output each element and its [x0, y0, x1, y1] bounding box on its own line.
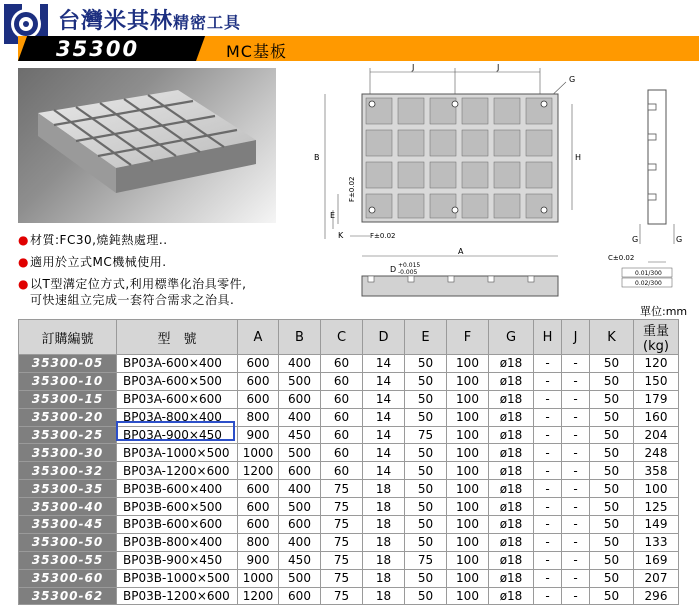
order-number-cell: 35300-05 — [19, 355, 117, 373]
table-cell: 600 — [238, 390, 279, 408]
table-cell: 149 — [634, 516, 679, 534]
table-cell: - — [534, 426, 562, 444]
table-cell: 50 — [590, 498, 634, 516]
table-row — [19, 498, 679, 516]
table-cell: 600 — [279, 462, 321, 480]
table-cell: - — [562, 480, 590, 498]
table-cell: - — [562, 355, 590, 373]
title-bar — [18, 36, 699, 61]
table-cell: 100 — [447, 390, 489, 408]
table-cell: 14 — [363, 355, 405, 373]
model-cell: BP03A-900×450 — [117, 426, 238, 444]
table-cell: ø18 — [489, 372, 534, 390]
table-cell: 150 — [634, 372, 679, 390]
table-cell: 100 — [447, 587, 489, 605]
order-number-cell: 35300-25 — [19, 426, 117, 444]
table-cell: - — [534, 355, 562, 373]
table-cell: 800 — [238, 408, 279, 426]
table-cell: 50 — [590, 587, 634, 605]
table-cell: 600 — [279, 516, 321, 534]
table-cell: ø18 — [489, 516, 534, 534]
table-cell: 100 — [447, 462, 489, 480]
table-header-row — [19, 320, 679, 355]
table-cell: 18 — [363, 587, 405, 605]
dim-e: E — [330, 211, 336, 220]
model-cell: BP03B-800×400 — [117, 533, 238, 551]
table-cell: 18 — [363, 498, 405, 516]
dim-c-tol: C±0.02 — [608, 254, 635, 262]
table-cell: 500 — [279, 372, 321, 390]
table-row — [19, 516, 679, 534]
table-cell: 450 — [279, 426, 321, 444]
technical-drawing — [290, 64, 695, 309]
dim-g-left: G — [632, 235, 639, 244]
table-cell: 14 — [363, 372, 405, 390]
table-cell: 100 — [447, 480, 489, 498]
table-cell: 900 — [238, 426, 279, 444]
order-number-cell: 35300-15 — [19, 390, 117, 408]
table-cell: - — [534, 390, 562, 408]
table-cell: - — [562, 444, 590, 462]
table-cell: ø18 — [489, 587, 534, 605]
table-cell: - — [534, 408, 562, 426]
table-cell: 75 — [405, 551, 447, 569]
table-cell: 100 — [447, 444, 489, 462]
table-cell: - — [534, 551, 562, 569]
table-cell: - — [562, 587, 590, 605]
table-row — [19, 462, 679, 480]
table-cell: - — [534, 569, 562, 587]
table-cell: 100 — [447, 408, 489, 426]
model-cell: BP03A-600×500 — [117, 372, 238, 390]
table-cell: 1000 — [238, 444, 279, 462]
table-header-cell: G — [489, 320, 534, 355]
brand-name: 台灣米其林精密工具 — [58, 9, 242, 34]
order-number-cell: 35300-30 — [19, 444, 117, 462]
table-cell: 18 — [363, 569, 405, 587]
table-cell: ø18 — [489, 480, 534, 498]
table-cell: 50 — [405, 462, 447, 480]
table-cell: 75 — [321, 533, 363, 551]
table-cell: 50 — [590, 480, 634, 498]
table-header-cell: A — [238, 320, 279, 355]
order-number-cell: 35300-32 — [19, 462, 117, 480]
table-cell: 179 — [634, 390, 679, 408]
table-cell: 50 — [405, 480, 447, 498]
table-cell: 248 — [634, 444, 679, 462]
table-cell: 75 — [321, 498, 363, 516]
dim-a: A — [458, 247, 464, 256]
model-cell: BP03A-600×400 — [117, 355, 238, 373]
model-cell: BP03B-600×400 — [117, 480, 238, 498]
table-cell: 296 — [634, 587, 679, 605]
table-cell: - — [534, 444, 562, 462]
table-cell: 18 — [363, 551, 405, 569]
tol-parallel: 0.02/300 — [635, 280, 662, 287]
spec-table — [18, 319, 679, 605]
table-cell: 18 — [363, 516, 405, 534]
dim-j1: J — [412, 64, 415, 72]
table-cell: 50 — [405, 372, 447, 390]
model-cell: BP03B-900×450 — [117, 551, 238, 569]
table-header-cell: 訂購編號 — [19, 320, 117, 355]
dim-g-top: G — [569, 75, 576, 84]
table-cell: - — [562, 533, 590, 551]
table-cell: 100 — [447, 372, 489, 390]
table-cell: 50 — [590, 355, 634, 373]
table-cell: 50 — [590, 390, 634, 408]
table-row — [19, 569, 679, 587]
table-cell: 50 — [405, 390, 447, 408]
model-cell: BP03B-1000×500 — [117, 569, 238, 587]
tol-flatness: 0.01/300 — [635, 270, 662, 277]
product-name: MC基板 — [226, 42, 287, 61]
table-cell: 400 — [279, 408, 321, 426]
table-cell: 400 — [279, 355, 321, 373]
table-cell: 450 — [279, 551, 321, 569]
table-cell: 500 — [279, 569, 321, 587]
table-cell: 50 — [405, 444, 447, 462]
table-cell: - — [534, 480, 562, 498]
table-header-cell: 型 號 — [117, 320, 238, 355]
table-cell: - — [562, 390, 590, 408]
table-cell: 125 — [634, 498, 679, 516]
table-cell: 50 — [590, 516, 634, 534]
dim-f-bottom: F±0.02 — [370, 232, 396, 240]
table-cell: 600 — [279, 587, 321, 605]
table-cell: 500 — [279, 498, 321, 516]
table-cell: 60 — [321, 408, 363, 426]
model-cell: BP03B-600×500 — [117, 498, 238, 516]
table-row — [19, 372, 679, 390]
table-cell: 18 — [363, 480, 405, 498]
table-cell: 1200 — [238, 462, 279, 480]
table-cell: 75 — [321, 516, 363, 534]
table-header-cell: D — [363, 320, 405, 355]
table-row — [19, 551, 679, 569]
table-cell: - — [562, 408, 590, 426]
table-cell: 900 — [238, 551, 279, 569]
table-cell: 60 — [321, 390, 363, 408]
dim-d: D — [390, 265, 397, 274]
table-cell: 100 — [447, 426, 489, 444]
table-cell: ø18 — [489, 426, 534, 444]
table-row — [19, 533, 679, 551]
table-cell: 207 — [634, 569, 679, 587]
table-cell: - — [534, 587, 562, 605]
table-cell: 100 — [447, 498, 489, 516]
table-cell: 50 — [590, 372, 634, 390]
table-header-cell: E — [405, 320, 447, 355]
table-cell: 50 — [405, 355, 447, 373]
dim-f-tol: F±0.02 — [348, 176, 356, 202]
table-cell: - — [534, 533, 562, 551]
table-cell: 600 — [279, 390, 321, 408]
table-cell: 100 — [447, 551, 489, 569]
order-number-cell: 35300-60 — [19, 569, 117, 587]
dim-d-tol-bottom: -0.005 — [398, 269, 418, 276]
table-cell: - — [534, 462, 562, 480]
dim-b: B — [314, 153, 320, 162]
table-cell: - — [562, 426, 590, 444]
table-cell: - — [562, 516, 590, 534]
table-row — [19, 355, 679, 373]
table-cell: - — [562, 569, 590, 587]
table-cell: 50 — [590, 426, 634, 444]
table-cell: 50 — [405, 587, 447, 605]
dim-k: K — [338, 231, 344, 240]
order-number-cell: 35300-40 — [19, 498, 117, 516]
table-cell: 120 — [634, 355, 679, 373]
table-header-cell: H — [534, 320, 562, 355]
table-cell: 50 — [405, 516, 447, 534]
table-cell: 50 — [590, 533, 634, 551]
table-cell: 14 — [363, 444, 405, 462]
table-cell: 50 — [405, 408, 447, 426]
table-cell: 100 — [634, 480, 679, 498]
table-cell: ø18 — [489, 355, 534, 373]
table-row — [19, 480, 679, 498]
table-cell: - — [562, 462, 590, 480]
table-cell: ø18 — [489, 551, 534, 569]
table-cell: 600 — [238, 480, 279, 498]
table-header-cell: K — [590, 320, 634, 355]
table-cell: 75 — [321, 569, 363, 587]
table-cell: 1000 — [238, 569, 279, 587]
order-number-cell: 35300-50 — [19, 533, 117, 551]
table-cell: 600 — [238, 355, 279, 373]
selected-row-highlight — [116, 421, 235, 441]
table-cell: 500 — [279, 444, 321, 462]
table-cell: 50 — [405, 533, 447, 551]
table-cell: 800 — [238, 533, 279, 551]
table-cell: 400 — [279, 533, 321, 551]
table-cell: 600 — [238, 516, 279, 534]
feature-positioning: ● 以T型溝定位方式,利用標準化治具零件, 可快速組立完成一套符合需求之治具. — [18, 277, 247, 307]
table-cell: 100 — [447, 516, 489, 534]
table-cell: 50 — [405, 498, 447, 516]
table-cell: 100 — [447, 533, 489, 551]
dim-g-right: G — [676, 235, 683, 244]
model-cell: BP03A-800×400 — [117, 408, 238, 426]
table-header-cell: 重量 (kg) — [634, 320, 679, 355]
table-cell: 50 — [590, 444, 634, 462]
table-cell: 100 — [447, 569, 489, 587]
table-cell: 50 — [405, 569, 447, 587]
table-cell: 50 — [590, 551, 634, 569]
table-cell: 1200 — [238, 587, 279, 605]
table-cell: 60 — [321, 462, 363, 480]
table-cell: ø18 — [489, 533, 534, 551]
table-cell: 160 — [634, 408, 679, 426]
table-cell: ø18 — [489, 498, 534, 516]
table-cell: - — [562, 372, 590, 390]
table-cell: 75 — [321, 551, 363, 569]
table-cell: 100 — [447, 355, 489, 373]
table-cell: 75 — [321, 480, 363, 498]
order-number-cell: 35300-35 — [19, 480, 117, 498]
table-cell: 133 — [634, 533, 679, 551]
order-number-cell: 35300-55 — [19, 551, 117, 569]
table-cell: - — [534, 516, 562, 534]
table-cell: ø18 — [489, 462, 534, 480]
table-cell: - — [562, 498, 590, 516]
table-cell: 14 — [363, 390, 405, 408]
table-cell: 600 — [238, 372, 279, 390]
dim-d-tol-top: +0.015 — [398, 262, 421, 269]
table-cell: 14 — [363, 408, 405, 426]
table-cell: 358 — [634, 462, 679, 480]
table-cell: ø18 — [489, 390, 534, 408]
table-cell: 400 — [279, 480, 321, 498]
table-row — [19, 444, 679, 462]
table-cell: 18 — [363, 533, 405, 551]
feature-material: ● 材質:FC30,燒鈍熱處理.. — [18, 233, 168, 247]
feature-list — [18, 232, 246, 314]
table-cell: 75 — [405, 426, 447, 444]
table-cell: 60 — [321, 426, 363, 444]
feature-usage: ● 適用於立式MC機械使用. — [18, 255, 167, 269]
product-photo — [18, 68, 276, 223]
order-number-cell: 35300-10 — [19, 372, 117, 390]
order-number-cell: 35300-45 — [19, 516, 117, 534]
table-header-cell: F — [447, 320, 489, 355]
table-cell: - — [534, 498, 562, 516]
table-cell: ø18 — [489, 408, 534, 426]
unit-label: 單位:mm — [640, 305, 688, 318]
table-cell: 600 — [238, 498, 279, 516]
dim-h: H — [575, 153, 582, 162]
table-cell: 75 — [321, 587, 363, 605]
table-cell: 204 — [634, 426, 679, 444]
table-row — [19, 587, 679, 605]
table-header-cell: J — [562, 320, 590, 355]
table-cell: 60 — [321, 372, 363, 390]
dim-j2: J — [497, 64, 500, 72]
table-cell: 14 — [363, 462, 405, 480]
table-cell: 50 — [590, 569, 634, 587]
table-header-cell: B — [279, 320, 321, 355]
table-cell: 169 — [634, 551, 679, 569]
product-code: 35300 — [56, 37, 140, 61]
table-cell: 50 — [590, 408, 634, 426]
table-cell: 60 — [321, 444, 363, 462]
table-cell: - — [534, 372, 562, 390]
table-cell: 50 — [590, 462, 634, 480]
order-number-cell: 35300-20 — [19, 408, 117, 426]
model-cell: BP03A-600×600 — [117, 390, 238, 408]
order-number-cell: 35300-62 — [19, 587, 117, 605]
model-cell: BP03A-1000×500 — [117, 444, 238, 462]
table-header-cell: C — [321, 320, 363, 355]
table-cell: ø18 — [489, 444, 534, 462]
table-cell: ø18 — [489, 569, 534, 587]
table-cell: 14 — [363, 426, 405, 444]
model-cell: BP03B-1200×600 — [117, 587, 238, 605]
model-cell: BP03B-600×600 — [117, 516, 238, 534]
table-cell: - — [562, 551, 590, 569]
table-row — [19, 390, 679, 408]
model-cell: BP03A-1200×600 — [117, 462, 238, 480]
table-cell: 60 — [321, 355, 363, 373]
